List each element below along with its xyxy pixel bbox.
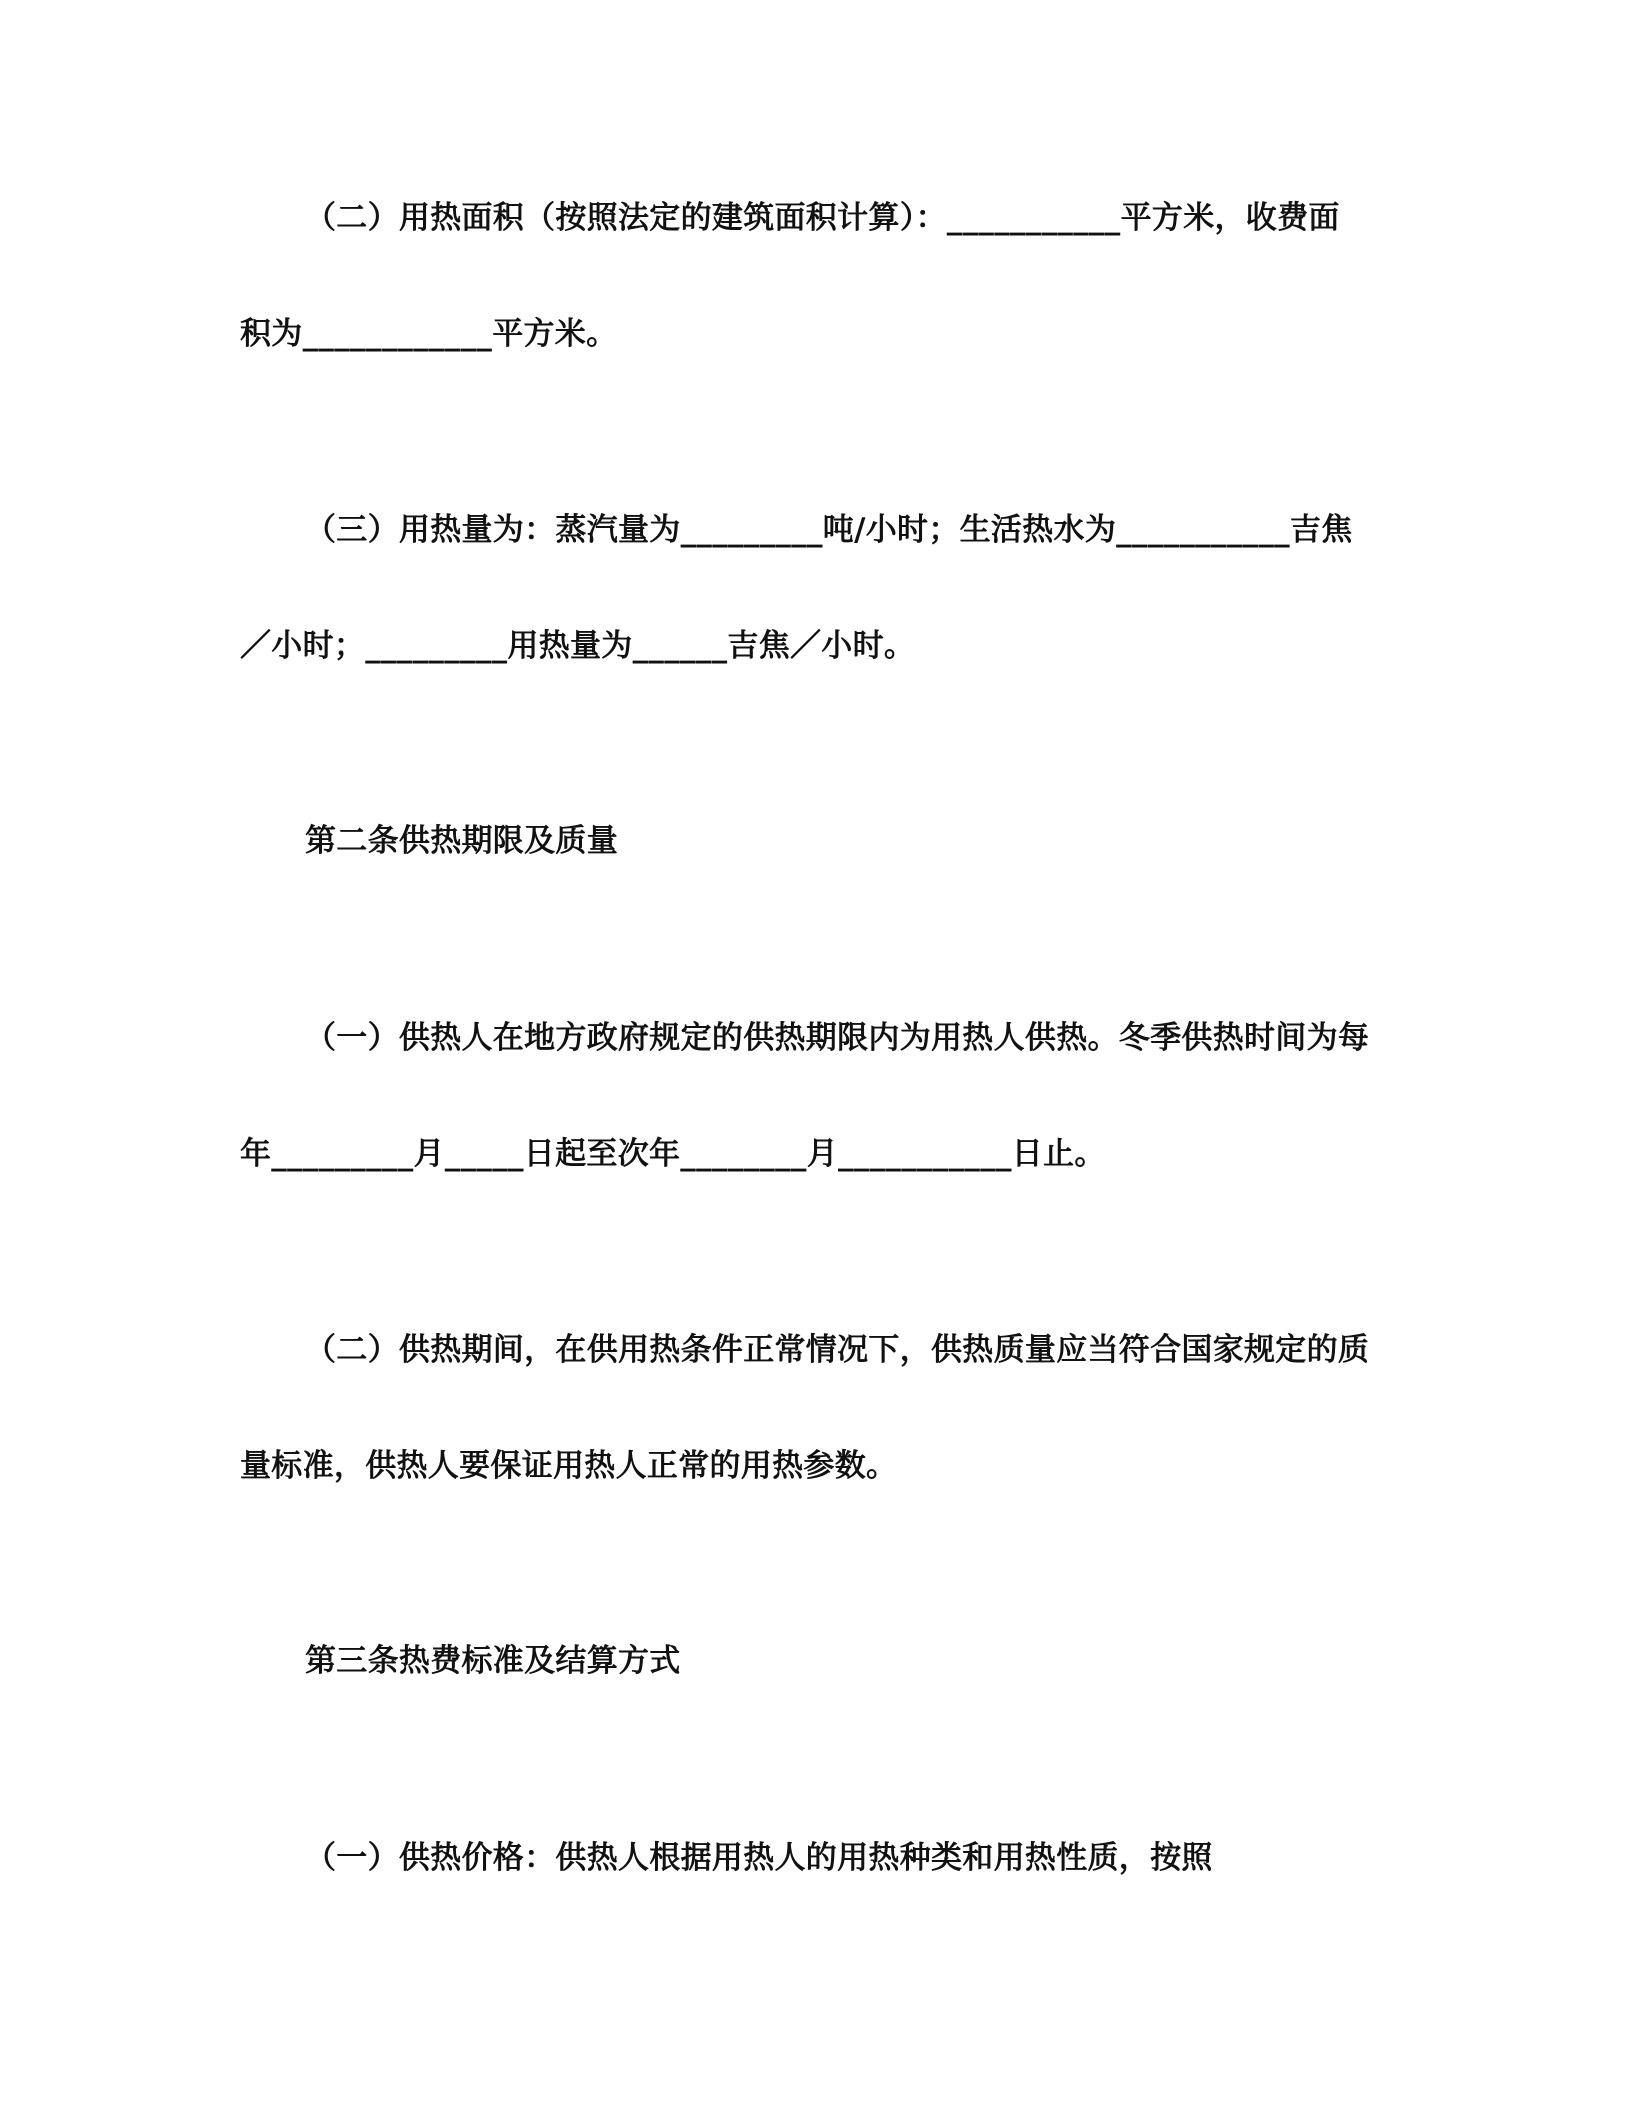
para-heat-usage-line1: （三）用热量为：蒸汽量为_________吨/小时；生活热水为___________吉焦 <box>305 512 1353 548</box>
para-heating-quality-line2: 量标准，供热人要保证用热人正常的用热参数。 <box>240 1448 898 1484</box>
para-heating-area-line1: （二）用热面积（按照法定的建筑面积计算）：___________平方米，收费面 <box>305 200 1340 236</box>
section-heading-article-2: 第二条供热期限及质量 <box>305 823 618 859</box>
para-heating-period-line2: 年_________月_____日起至次年________月___________日止。 <box>240 1136 1106 1172</box>
para-heating-period-line1: （一）供热人在地方政府规定的供热期限内为用热人供热。冬季供热时间为每 <box>305 1020 1370 1056</box>
para-heating-quality-line1: （二）供热期间，在供用热条件正常情况下，供热质量应当符合国家规定的质 <box>305 1332 1370 1368</box>
para-heating-area-line2: 积为____________平方米。 <box>240 316 618 352</box>
para-heating-price-line1: （一）供热价格：供热人根据用热人的用热种类和用热性质，按照 <box>305 1840 1213 1876</box>
section-heading-article-3: 第三条热费标准及结算方式 <box>305 1643 681 1679</box>
para-heat-usage-line2: ／小时；_________用热量为______吉焦／小时。 <box>240 628 916 664</box>
